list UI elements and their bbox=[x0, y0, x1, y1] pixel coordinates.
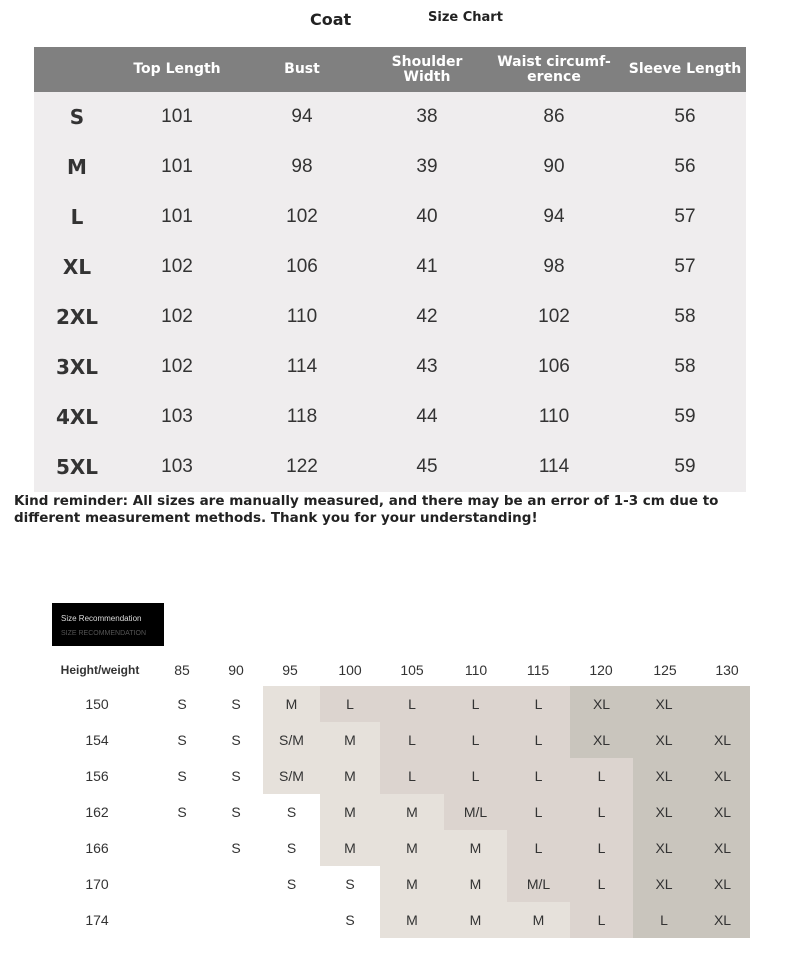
table-header bbox=[34, 47, 746, 92]
measurement-cell: 43 bbox=[416, 356, 438, 377]
weight-header: 95 bbox=[282, 662, 298, 678]
size-cell: M bbox=[380, 794, 444, 830]
size-cell: S bbox=[155, 722, 209, 758]
size-label: 5XL bbox=[55, 455, 99, 479]
measurement-cell: 106 bbox=[286, 256, 318, 277]
measurement-cell: 57 bbox=[674, 256, 696, 277]
size-label: 4XL bbox=[55, 405, 99, 429]
table-row bbox=[34, 142, 746, 192]
size-cell: L bbox=[507, 722, 570, 758]
size-cell: L bbox=[380, 686, 444, 722]
table-row bbox=[34, 92, 746, 142]
table-row bbox=[34, 192, 746, 242]
measurement-cell: 39 bbox=[416, 156, 438, 177]
measurement-cell: 98 bbox=[291, 156, 313, 177]
size-cell: L bbox=[507, 686, 570, 722]
height-label: 166 bbox=[85, 840, 109, 856]
size-cell: M bbox=[320, 758, 380, 794]
size-cell: XL bbox=[695, 866, 750, 902]
size-cell: M bbox=[320, 722, 380, 758]
measurement-cell: 94 bbox=[543, 206, 565, 227]
size-cell: XL bbox=[633, 758, 695, 794]
size-cell: S bbox=[209, 758, 263, 794]
size-cell: S bbox=[263, 866, 320, 902]
measurement-cell: 101 bbox=[161, 106, 193, 127]
measurement-cell: 41 bbox=[416, 256, 438, 277]
measurement-cell: 42 bbox=[416, 306, 438, 327]
size-cell: M bbox=[444, 830, 507, 866]
table-row bbox=[34, 242, 746, 292]
measurement-cell: 102 bbox=[161, 256, 193, 277]
size-cell: S/M bbox=[263, 758, 320, 794]
measurement-cell: 94 bbox=[291, 106, 313, 127]
column-header: Shoulder Width bbox=[391, 53, 463, 85]
measurement-cell: 86 bbox=[543, 106, 565, 127]
size-label: L bbox=[70, 205, 84, 229]
measurement-cell: 45 bbox=[416, 456, 438, 477]
measurement-cell: 58 bbox=[674, 306, 696, 327]
size-cell: M bbox=[320, 830, 380, 866]
size-cell bbox=[155, 830, 209, 866]
measurement-cell: 44 bbox=[416, 406, 438, 427]
measurement-cell: 114 bbox=[538, 456, 570, 477]
size-cell: M bbox=[380, 866, 444, 902]
height-label: 150 bbox=[85, 696, 109, 712]
measurement-cell: 103 bbox=[161, 456, 193, 477]
measurement-cell: 122 bbox=[286, 456, 318, 477]
size-cell: M bbox=[444, 902, 507, 938]
size-cell: L bbox=[444, 758, 507, 794]
size-cell: S bbox=[263, 794, 320, 830]
weight-header: 105 bbox=[400, 662, 424, 678]
measurement-cell: 102 bbox=[161, 306, 193, 327]
measurement-cell: 38 bbox=[416, 106, 438, 127]
product-title: Coat bbox=[310, 10, 352, 29]
weight-header: 115 bbox=[526, 662, 550, 678]
column-header: Top Length bbox=[133, 61, 221, 77]
table-row bbox=[34, 442, 746, 492]
badge-subtitle: SIZE RECOMMENDATION bbox=[61, 630, 147, 637]
measurement-cell: 101 bbox=[161, 156, 193, 177]
size-cell: M bbox=[380, 902, 444, 938]
height-label: 156 bbox=[85, 768, 109, 784]
size-cell: XL bbox=[695, 722, 750, 758]
size-cell: L bbox=[507, 830, 570, 866]
size-label: 3XL bbox=[55, 355, 99, 379]
size-cell: XL bbox=[695, 902, 750, 938]
size-cell: M bbox=[320, 794, 380, 830]
size-cell: L bbox=[444, 686, 507, 722]
measurement-cell: 110 bbox=[286, 306, 318, 327]
size-cell bbox=[155, 902, 209, 938]
size-cell: S bbox=[263, 830, 320, 866]
weight-header: 125 bbox=[653, 662, 677, 678]
size-cell: M bbox=[263, 686, 320, 722]
column-header: Sleeve Length bbox=[628, 61, 742, 77]
size-cell: XL bbox=[633, 686, 695, 722]
measurement-cell: 118 bbox=[286, 406, 318, 427]
size-cell bbox=[263, 902, 320, 938]
size-cell: S bbox=[209, 794, 263, 830]
size-cell: L bbox=[570, 902, 633, 938]
size-cell: L bbox=[570, 758, 633, 794]
measurement-cell: 59 bbox=[674, 456, 696, 477]
size-cell: XL bbox=[695, 758, 750, 794]
size-cell: S bbox=[209, 722, 263, 758]
measurement-cell: 57 bbox=[674, 206, 696, 227]
corner-label: Height/weight bbox=[60, 663, 140, 677]
measurement-cell: 102 bbox=[538, 306, 570, 327]
size-cell: S/M bbox=[263, 722, 320, 758]
size-cell: XL bbox=[695, 794, 750, 830]
size-cell: L bbox=[570, 830, 633, 866]
weight-header: 130 bbox=[715, 662, 739, 678]
size-cell bbox=[695, 686, 750, 722]
size-chart-table bbox=[34, 47, 746, 492]
weight-header: 100 bbox=[338, 662, 362, 678]
measurement-cell: 110 bbox=[538, 406, 570, 427]
size-cell: XL bbox=[570, 722, 633, 758]
measurement-cell: 101 bbox=[161, 206, 193, 227]
size-cell: M/L bbox=[507, 866, 570, 902]
size-cell: XL bbox=[570, 686, 633, 722]
column-header: Bust bbox=[284, 61, 320, 77]
size-cell: XL bbox=[695, 830, 750, 866]
measurement-cell: 102 bbox=[161, 356, 193, 377]
size-label: 2XL bbox=[55, 305, 99, 329]
size-cell: S bbox=[320, 866, 380, 902]
measurement-cell: 103 bbox=[161, 406, 193, 427]
measurement-cell: 102 bbox=[286, 206, 318, 227]
weight-header: 110 bbox=[464, 662, 488, 678]
size-cell: L bbox=[507, 758, 570, 794]
chart-title: Size Chart bbox=[428, 10, 503, 25]
weight-header: 120 bbox=[589, 662, 613, 678]
size-label: M bbox=[67, 155, 87, 179]
table-row bbox=[34, 342, 746, 392]
height-label: 170 bbox=[85, 876, 109, 892]
measurement-cell: 90 bbox=[543, 156, 565, 177]
size-cell bbox=[209, 866, 263, 902]
size-label: XL bbox=[62, 255, 92, 279]
size-cell: S bbox=[320, 902, 380, 938]
size-cell: S bbox=[155, 794, 209, 830]
measurement-note: Kind reminder: All sizes are manually measured, and there may be an error of 1-3 cm due to different measurement methods. Thank you for your understanding! bbox=[14, 493, 719, 526]
measurement-cell: 98 bbox=[543, 256, 565, 277]
height-label: 162 bbox=[85, 804, 109, 820]
table-row bbox=[34, 392, 746, 442]
weight-header: 90 bbox=[228, 662, 244, 678]
measurement-cell: 58 bbox=[674, 356, 696, 377]
measurement-cell: 106 bbox=[538, 356, 570, 377]
table-row bbox=[34, 292, 746, 342]
size-cell: S bbox=[155, 758, 209, 794]
size-cell: XL bbox=[633, 794, 695, 830]
size-cell: L bbox=[320, 686, 380, 722]
size-cell: XL bbox=[633, 722, 695, 758]
size-cell: L bbox=[444, 722, 507, 758]
size-cell: L bbox=[570, 794, 633, 830]
size-cell: M bbox=[444, 866, 507, 902]
measurement-cell: 56 bbox=[674, 156, 696, 177]
size-cell: M bbox=[380, 830, 444, 866]
table-body bbox=[34, 92, 746, 492]
size-cell: XL bbox=[633, 866, 695, 902]
size-cell: XL bbox=[633, 830, 695, 866]
size-cell: M/L bbox=[444, 794, 507, 830]
measurement-cell: 114 bbox=[286, 356, 318, 377]
size-cell: S bbox=[155, 686, 209, 722]
size-cell: L bbox=[507, 794, 570, 830]
measurement-cell: 56 bbox=[674, 106, 696, 127]
measurement-cell: 59 bbox=[674, 406, 696, 427]
size-cell: L bbox=[570, 866, 633, 902]
column-header: Waist circumf- erence bbox=[497, 53, 611, 85]
size-cell bbox=[155, 866, 209, 902]
height-label: 154 bbox=[85, 732, 109, 748]
size-label: S bbox=[69, 105, 85, 129]
size-cell: M bbox=[507, 902, 570, 938]
size-cell: L bbox=[380, 722, 444, 758]
size-cell: S bbox=[209, 830, 263, 866]
size-cell bbox=[209, 902, 263, 938]
size-cell: S bbox=[209, 686, 263, 722]
height-label: 174 bbox=[85, 912, 109, 928]
measurement-cell: 40 bbox=[416, 206, 438, 227]
badge-title: Size Recommendation bbox=[61, 614, 142, 623]
weight-header: 85 bbox=[174, 662, 190, 678]
size-cell: L bbox=[380, 758, 444, 794]
size-cell: L bbox=[633, 902, 695, 938]
size-recommendation-badge bbox=[52, 603, 164, 646]
column-header bbox=[34, 47, 120, 92]
